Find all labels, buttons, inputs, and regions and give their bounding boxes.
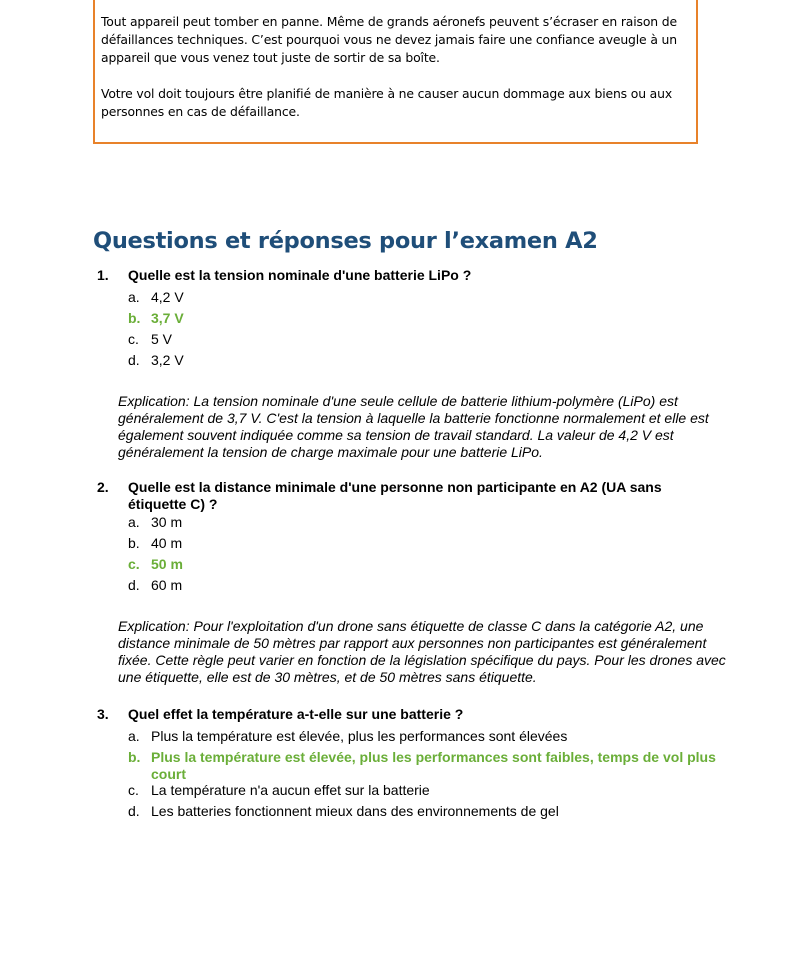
option-letter: a. — [128, 514, 140, 530]
option-letter: d. — [128, 352, 140, 368]
option-text: 3,7 V — [151, 310, 184, 326]
option-text: Plus la température est élevée, plus les performances sont élevées — [151, 728, 568, 744]
question-text: Quelle est la distance minimale d'une personne non participante en A2 (UA sans étiquette C) ? — [128, 479, 662, 512]
option-text: 30 m — [151, 514, 183, 530]
warning-box — [93, 0, 698, 144]
option-text: Les batteries fonctionnent mieux dans des environnements de gel — [151, 803, 559, 819]
question-number: 2. — [97, 479, 109, 495]
option-letter: d. — [128, 577, 140, 593]
option-letter: d. — [128, 803, 140, 819]
option-text: La température n'a aucun effet sur la batterie — [151, 782, 430, 798]
option-letter: c. — [128, 556, 140, 572]
option-text: 4,2 V — [151, 289, 184, 305]
option-letter: b. — [128, 310, 141, 326]
option-letter: a. — [128, 728, 140, 744]
option-letter: b. — [128, 749, 141, 765]
option-letter: b. — [128, 535, 140, 551]
explanation: Explication: La tension nominale d'une seule cellule de batterie lithium-polymère (LiPo) est généralement de 3,7 V. C'est la tension à laquelle la batterie fonctionne normalement et elle est également souvent indiquée comme sa tension de travail standard. La valeur de 4,2 V est généralement la tension de charge maximale pour une batterie LiPo. — [118, 393, 709, 460]
question-text: Quelle est la tension nominale d'une batterie LiPo ? — [128, 267, 472, 283]
section-title: Questions et réponses pour l’examen A2 — [93, 228, 598, 254]
option-letter: c. — [128, 782, 139, 798]
option-letter: a. — [128, 289, 140, 305]
warning-paragraph-1: Tout appareil peut tomber en panne. Même de grands aéronefs peuvent s’écraser en raison de défaillances techniques. C’est pourquoi vous ne devez jamais faire une confiance aveugle à un appareil que vous venez tout juste de sortir de sa boîte. — [101, 14, 677, 65]
warning-paragraph-2: Votre vol doit toujours être planifié de manière à ne causer aucun dommage aux biens ou aux personnes en cas de défaillance. — [101, 86, 673, 119]
option-text: 5 V — [151, 331, 173, 347]
option-text: 40 m — [151, 535, 183, 551]
explanation: Explication: Pour l'exploitation d'un drone sans étiquette de classe C dans la catégorie A2, une distance minimale de 50 mètres par rapport aux personnes non participantes est généralement fixée. Cette règle peut varier en fonction de la législation spécifique du pays. Pour les drones avec une étiquette, elle est de 30 mètres, et de 50 mètres sans étiquette. — [118, 618, 726, 685]
question-number: 1. — [97, 267, 109, 283]
option-text: Plus la température est élevée, plus les performances sont faibles, temps de vol plus court — [151, 749, 716, 782]
option-text: 60 m — [151, 577, 183, 593]
question-number: 3. — [97, 706, 109, 722]
option-letter: c. — [128, 331, 139, 347]
question-text: Quel effet la température a-t-elle sur une batterie ? — [128, 706, 464, 722]
option-text: 3,2 V — [151, 352, 184, 368]
option-text: 50 m — [151, 556, 183, 572]
